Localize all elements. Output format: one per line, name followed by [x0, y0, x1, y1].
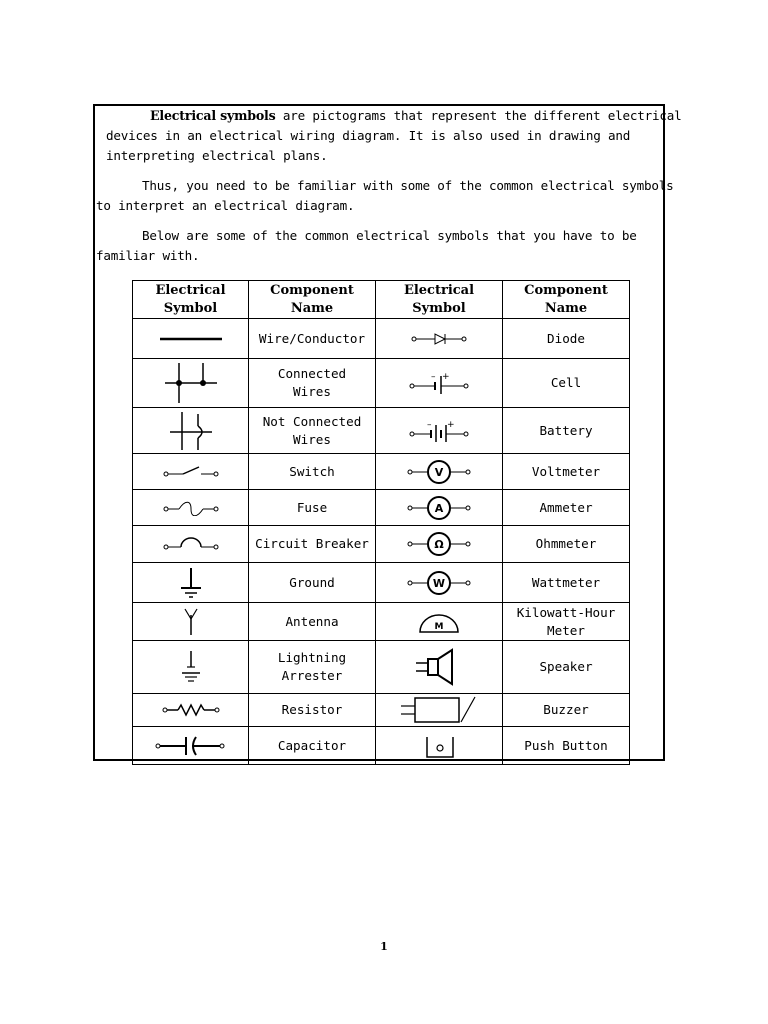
- table-row: [133, 490, 630, 526]
- svg-text:+: +: [447, 419, 455, 430]
- familiar-paragraph: [96, 176, 674, 216]
- component-name: Speaker: [503, 641, 630, 694]
- speaker-icon: [412, 647, 466, 687]
- ground-icon: [176, 566, 206, 600]
- bold-term: Electrical symbols: [150, 108, 276, 123]
- table-row: [133, 319, 630, 359]
- component-name: Ammeter: [503, 490, 630, 526]
- wire-conductor-icon: [156, 334, 226, 344]
- svg-text:–: –: [427, 419, 432, 430]
- component-name: Push Button: [503, 727, 630, 765]
- symbols-table: [132, 280, 630, 765]
- component-name: Battery: [503, 408, 630, 454]
- svg-text:W: W: [432, 576, 446, 590]
- component-name: Lightning Arrester: [249, 641, 376, 694]
- ammeter-icon: [406, 494, 472, 522]
- diode-icon: [409, 331, 469, 347]
- component-name: Diode: [503, 319, 630, 359]
- component-name: Not Connected Wires: [249, 408, 376, 454]
- svg-text:V: V: [434, 465, 444, 479]
- table-row: [133, 408, 630, 454]
- switch-icon: [161, 464, 221, 480]
- header-component-name-1: Component Name: [249, 281, 376, 319]
- familiar-line-1: Thus, you need to be familiar with some of the common electrical symbols: [142, 178, 674, 193]
- familiar-line-2: to interpret an electrical diagram.: [96, 198, 355, 213]
- component-name: Capacitor: [249, 727, 376, 765]
- component-name: Antenna: [249, 603, 376, 641]
- svg-text:Ω: Ω: [434, 538, 444, 551]
- table-row: [133, 359, 630, 408]
- component-name: Cell: [503, 359, 630, 408]
- table-row: [133, 526, 630, 563]
- svg-text:+: +: [442, 372, 450, 382]
- header-component-name-2: Component Name: [503, 281, 630, 319]
- table-row: [133, 694, 630, 727]
- intro-line-1: are pictograms that represent the different electrical: [275, 108, 682, 123]
- svg-text:A: A: [434, 501, 444, 515]
- page-number: 1: [380, 940, 388, 953]
- ohmmeter-icon: [406, 530, 472, 558]
- circuit-breaker-icon: [161, 535, 221, 553]
- component-name: Connected Wires: [249, 359, 376, 408]
- table-row: [133, 727, 630, 765]
- battery-icon: [407, 419, 471, 443]
- component-name: Wire/Conductor: [249, 319, 376, 359]
- svg-text:M: M: [434, 621, 444, 632]
- lightning-arrester-icon: [176, 649, 206, 685]
- header-electrical-symbol-2: Electrical Symbol: [376, 281, 503, 319]
- below-line-1: Below are some of the common electrical symbols that you have to be: [142, 228, 637, 243]
- connected-wires-icon: [161, 361, 221, 405]
- component-name: Ground: [249, 563, 376, 603]
- intro-paragraph: [106, 106, 682, 166]
- svg-text:–: –: [431, 372, 436, 382]
- below-paragraph: [96, 226, 653, 266]
- table-row: [133, 603, 630, 641]
- intro-line-2: devices in an electrical wiring diagram. It is also used in drawing and: [106, 128, 631, 143]
- not-connected-wires-icon: [166, 410, 216, 452]
- capacitor-icon: [154, 735, 228, 757]
- component-name: Ohmmeter: [503, 526, 630, 563]
- below-line-2: familiar with.: [96, 248, 200, 263]
- resistor-icon: [161, 703, 221, 717]
- kilowatt-hour-meter-icon: [414, 608, 464, 636]
- table-row: [133, 563, 630, 603]
- document-frame: [93, 104, 682, 761]
- component-name: Resistor: [249, 694, 376, 727]
- fuse-icon: [161, 500, 221, 516]
- component-name: Voltmeter: [503, 454, 630, 490]
- header-electrical-symbol-1: Electrical Symbol: [133, 281, 249, 319]
- component-name: Fuse: [249, 490, 376, 526]
- wattmeter-icon: [406, 569, 472, 597]
- component-name: Circuit Breaker: [249, 526, 376, 563]
- buzzer-icon: [397, 695, 481, 725]
- component-name: Kilowatt-Hour Meter: [503, 603, 630, 641]
- table-row: [133, 454, 630, 490]
- table-row: [133, 641, 630, 694]
- component-name: Buzzer: [503, 694, 630, 727]
- push-button-icon: [419, 731, 459, 761]
- cell-icon: [407, 371, 471, 395]
- antenna-icon: [179, 607, 203, 637]
- component-name: Switch: [249, 454, 376, 490]
- component-name: Wattmeter: [503, 563, 630, 603]
- intro-line-3: interpreting electrical plans.: [106, 148, 328, 163]
- voltmeter-icon: [406, 458, 472, 486]
- table-header-row: [133, 281, 630, 319]
